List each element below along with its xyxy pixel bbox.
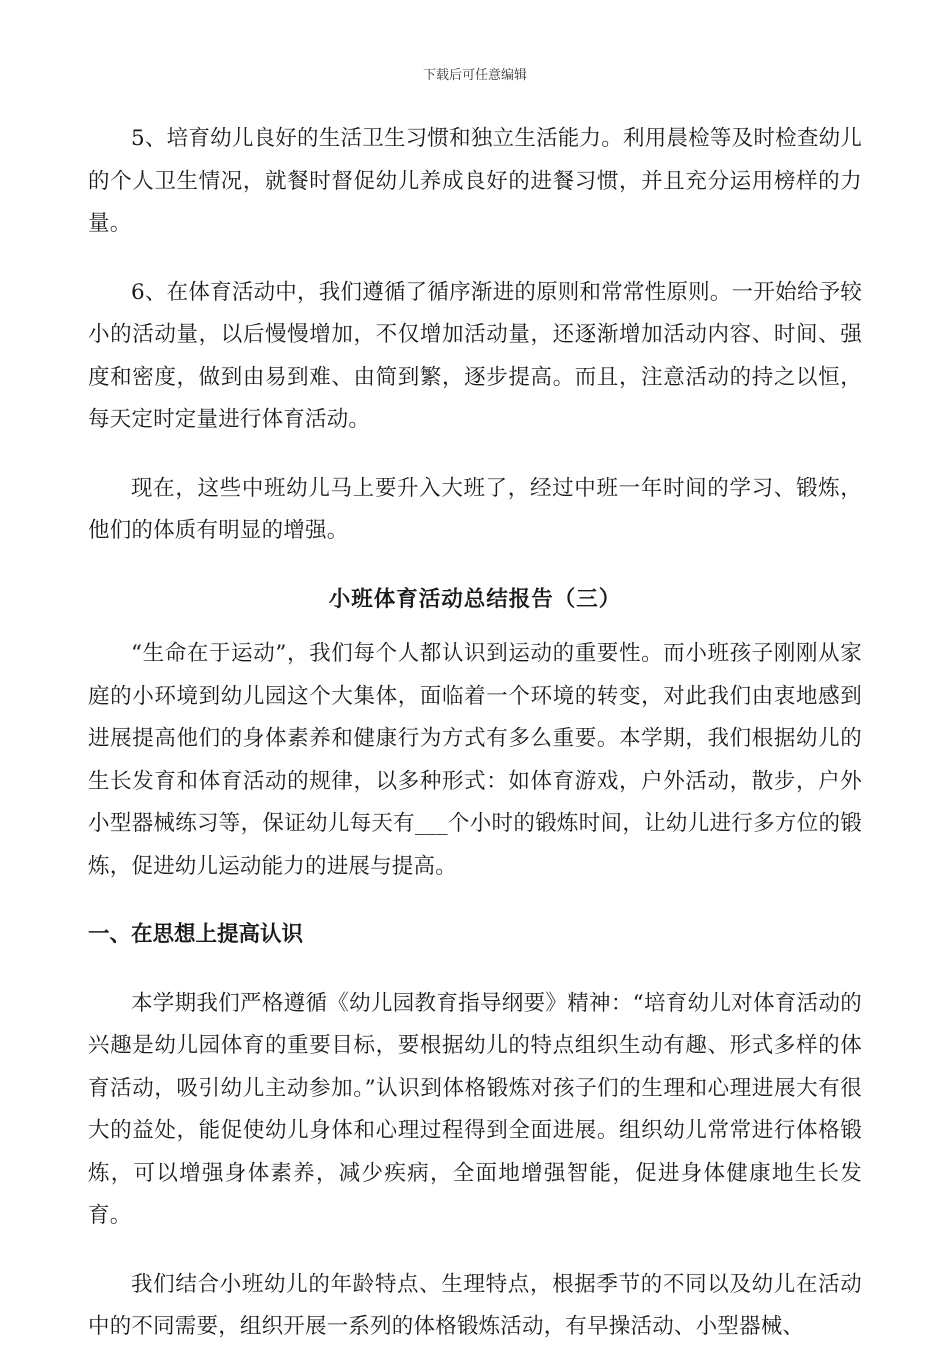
paragraph-now: 现在，这些中班幼儿马上要升入大班了，经过中班一年时间的学习、锻炼，他们的体质有明显的增强。	[88, 475, 862, 543]
heading-thought: 一、在思想上提高认识	[88, 922, 304, 947]
paragraph-thought: 本学期我们严格遵循《幼儿园教育指导纲要》精神：“培育幼儿对体育活动的兴趣是幼儿园体育的重要目标，要根据幼儿的特点组织生动有趣、形式多样的体育活动，吸引幼儿主动参加。”认识到体格锻炼对孩子们的生理和心理进展大有很大的益处，能促使幼儿身体和心理过程得到全面进展。组织幼儿常常进行体格锻炼，可以增强身体素养，减少疾病，全面地增强智能，促进身体健康地生长发育。	[88, 990, 862, 1228]
section-title: 小班体育活动总结报告（三）	[328, 586, 622, 612]
paragraph-combine: 我们结合小班幼儿的年龄特点、生理特点，根据季节的不同以及幼儿在活动中的不同需要，组织开展一系列的体格锻炼活动，有早操活动、小型器械、	[88, 1271, 862, 1339]
paragraph-5: 5、培育幼儿良好的生活卫生习惯和独立生活能力。利用晨检等及时检查幼儿的个人卫生情况，就餐时督促幼儿养成良好的进餐习惯，并且充分运用榜样的力量。	[88, 126, 862, 236]
paragraph-intro: “生命在于运动”，我们每个人都认识到运动的重要性。而小班孩子刚刚从家庭的小环境到幼儿园这个大集体，面临着一个环境的转变，对此我们由衷地感到进展提高他们的身体素养和健康行为方式有多么重要。本学期，我们根据幼儿的生长发育和体育活动的规律，以多种形式：如体育游戏，户外活动，散步，户外小型器械练习等，保证幼儿每天有___个小时的锻炼时间，让幼儿进行多方位的锻炼，促进幼儿运动能力的进展与提高。	[88, 641, 862, 879]
page-header: 下载后可任意编辑	[422, 68, 527, 83]
document-body	[88, 118, 862, 1349]
paragraph-6: 6、在体育活动中，我们遵循了循序渐进的原则和常常性原则。一开始给予较小的活动量，以后慢慢增加，不仅增加活动量，还逐渐增加活动内容、时间、强度和密度，做到由易到难、由简到繁，逐步提高。而且，注意活动的持之以恒，每天定时定量进行体育活动。	[88, 279, 862, 432]
